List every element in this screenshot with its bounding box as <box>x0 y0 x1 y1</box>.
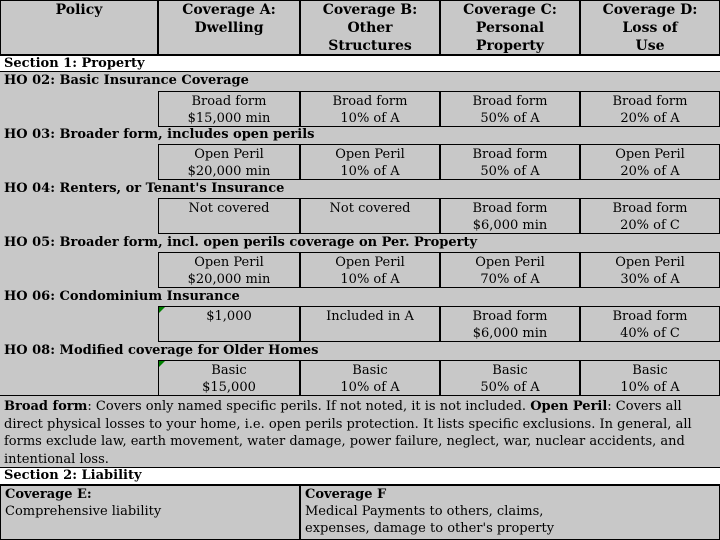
ho04-c-line1: Broad form <box>472 201 548 216</box>
coverage-f-column <box>300 485 720 540</box>
header-coverage-c <box>440 0 580 55</box>
ho08-coverage-d <box>580 360 720 396</box>
policy-ho06-title: HO 06: Condominium Insurance <box>0 289 720 306</box>
ho03-coverage-c <box>440 144 580 180</box>
ho03-c-line1: Broad form <box>472 147 548 162</box>
ho03-c-line2: 50% of A <box>480 164 540 179</box>
ho04-d-line2: 20% of C <box>620 218 680 233</box>
ho05-b-line1: Open Peril <box>335 255 405 270</box>
header-coverage-d <box>580 0 720 55</box>
ho04-a-line1: Not covered <box>188 201 270 216</box>
ho03-b-line1: Open Peril <box>335 147 405 162</box>
policy-ho08-row <box>158 360 720 396</box>
policy-ho03-row <box>158 144 720 180</box>
ho06-c-line2: $6,000 min <box>472 326 548 341</box>
header-coverage-b <box>300 0 440 55</box>
ho03-d-line2: 20% of A <box>620 164 680 179</box>
coverage-f-line2: expenses, damage to other's property <box>305 521 555 536</box>
coverage-f-title: Coverage F <box>305 487 387 502</box>
ho05-b-line2: 10% of A <box>340 272 400 287</box>
policy-ho02-row <box>158 91 720 127</box>
ho08-a-line2: $15,000 <box>202 380 256 395</box>
ho04-d-line1: Broad form <box>612 201 688 216</box>
header-coverage-c-line2: Personal <box>475 20 545 36</box>
header-coverage-b-line3: Structures <box>328 38 412 54</box>
ho05-d-line2: 30% of A <box>620 272 680 287</box>
ho06-coverage-c <box>440 306 580 342</box>
ho08-a-line1: Basic <box>211 363 247 378</box>
definitions-note <box>0 395 720 465</box>
ho02-d-line1: Broad form <box>612 94 688 109</box>
ho02-coverage-b <box>300 91 440 127</box>
ho08-coverage-b <box>300 360 440 396</box>
section-1-title: Section 1: Property <box>0 55 720 72</box>
ho08-coverage-a <box>158 360 300 396</box>
ho02-c-line1: Broad form <box>472 94 548 109</box>
coverage-e-column <box>0 485 300 540</box>
policy-ho06-row <box>158 306 720 342</box>
ho03-coverage-b <box>300 144 440 180</box>
ho02-coverage-c <box>440 91 580 127</box>
ho03-a-line2: $20,000 min <box>187 164 271 179</box>
ho02-a-line2: $15,000 min <box>187 111 271 126</box>
ho06-a-line1: $1,000 <box>206 309 252 324</box>
ho02-c-line2: 50% of A <box>480 111 540 126</box>
header-policy <box>0 0 158 55</box>
ho05-c-line1: Open Peril <box>475 255 545 270</box>
policy-ho05-title: HO 05: Broader form, incl. open perils coverage on Per. Property <box>0 235 720 252</box>
header-coverage-d-line1: Coverage D: <box>602 2 698 18</box>
policy-ho08-title: HO 08: Modified coverage for Older Homes <box>0 343 720 360</box>
ho06-coverage-d <box>580 306 720 342</box>
ho04-coverage-b <box>300 198 440 234</box>
ho06-d-line2: 40% of C <box>620 326 680 341</box>
ho02-d-line2: 20% of A <box>620 111 680 126</box>
policy-ho04-title: HO 04: Renters, or Tenant's Insurance <box>0 181 720 198</box>
policy-ho03-title: HO 03: Broader form, includes open perils <box>0 127 720 144</box>
header-coverage-b-line2: Other <box>347 20 393 36</box>
ho06-d-line1: Broad form <box>612 309 688 324</box>
ho08-coverage-c <box>440 360 580 396</box>
ho03-coverage-d <box>580 144 720 180</box>
ho02-a-line1: Broad form <box>191 94 267 109</box>
ho04-coverage-c <box>440 198 580 234</box>
table-header <box>0 0 720 55</box>
policy-ho02-title: HO 02: Basic Insurance Coverage <box>0 73 720 90</box>
ho05-coverage-a <box>158 252 300 288</box>
ho08-c-line2: 50% of A <box>480 380 540 395</box>
ho05-a-line1: Open Peril <box>194 255 264 270</box>
policy-ho05-row <box>158 252 720 288</box>
ho06-b-line1: Included in A <box>326 309 414 324</box>
ho08-d-line1: Basic <box>632 363 668 378</box>
ho06-c-line1: Broad form <box>472 309 548 324</box>
ho05-a-line2: $20,000 min <box>187 272 271 287</box>
header-coverage-a-line2: Dwelling <box>194 20 264 36</box>
ho05-coverage-d <box>580 252 720 288</box>
open-peril-text: : Covers all direct physical losses to your home, i.e. open perils protection. It lists specific exclusions. In general, all forms exclude law, earth movement, water damage, power failure, neglect, war, nuclear accidents, and intentional loss. <box>4 399 692 467</box>
ho03-a-line1: Open Peril <box>194 147 264 162</box>
ho05-coverage-b <box>300 252 440 288</box>
broad-form-label: Broad form <box>4 399 88 414</box>
ho04-c-line2: $6,000 min <box>472 218 548 233</box>
policy-ho04-row <box>158 198 720 234</box>
liability-table <box>0 485 720 540</box>
header-coverage-d-line3: Use <box>635 38 665 54</box>
ho04-coverage-a <box>158 198 300 234</box>
header-coverage-b-line1: Coverage B: <box>322 2 418 18</box>
header-coverage-a <box>158 0 300 55</box>
ho03-coverage-a <box>158 144 300 180</box>
ho08-d-line2: 10% of A <box>620 380 680 395</box>
header-policy-text: Policy <box>55 2 103 18</box>
ho05-c-line2: 70% of A <box>480 272 540 287</box>
ho02-b-line2: 10% of A <box>340 111 400 126</box>
coverage-e-text: Comprehensive liability <box>5 504 162 519</box>
header-coverage-c-line1: Coverage C: <box>463 2 557 18</box>
header-coverage-d-line2: Loss of <box>622 20 678 36</box>
ho04-coverage-d <box>580 198 720 234</box>
ho08-b-line2: 10% of A <box>340 380 400 395</box>
header-coverage-c-line3: Property <box>476 38 544 54</box>
ho08-c-line1: Basic <box>492 363 528 378</box>
ho02-b-line1: Broad form <box>332 94 408 109</box>
broad-form-text: : Covers only named specific perils. If not noted, it is not included. <box>87 399 531 414</box>
ho04-b-line1: Not covered <box>329 201 411 216</box>
ho06-coverage-b <box>300 306 440 342</box>
comment-marker-icon <box>159 307 165 313</box>
coverage-f-line1: Medical Payments to others, claims, <box>305 504 544 519</box>
ho03-b-line2: 10% of A <box>340 164 400 179</box>
open-peril-label: Open Peril <box>530 399 608 414</box>
comment-marker-icon <box>159 361 165 367</box>
ho06-coverage-a <box>158 306 300 342</box>
ho05-coverage-c <box>440 252 580 288</box>
ho08-b-line1: Basic <box>352 363 388 378</box>
ho05-d-line1: Open Peril <box>615 255 685 270</box>
ho02-coverage-a <box>158 91 300 127</box>
ho03-d-line1: Open Peril <box>615 147 685 162</box>
header-coverage-a-line1: Coverage A: <box>182 2 276 18</box>
ho02-coverage-d <box>580 91 720 127</box>
section-2-title: Section 2: Liability <box>0 467 720 485</box>
coverage-e-title: Coverage E: <box>5 487 92 502</box>
